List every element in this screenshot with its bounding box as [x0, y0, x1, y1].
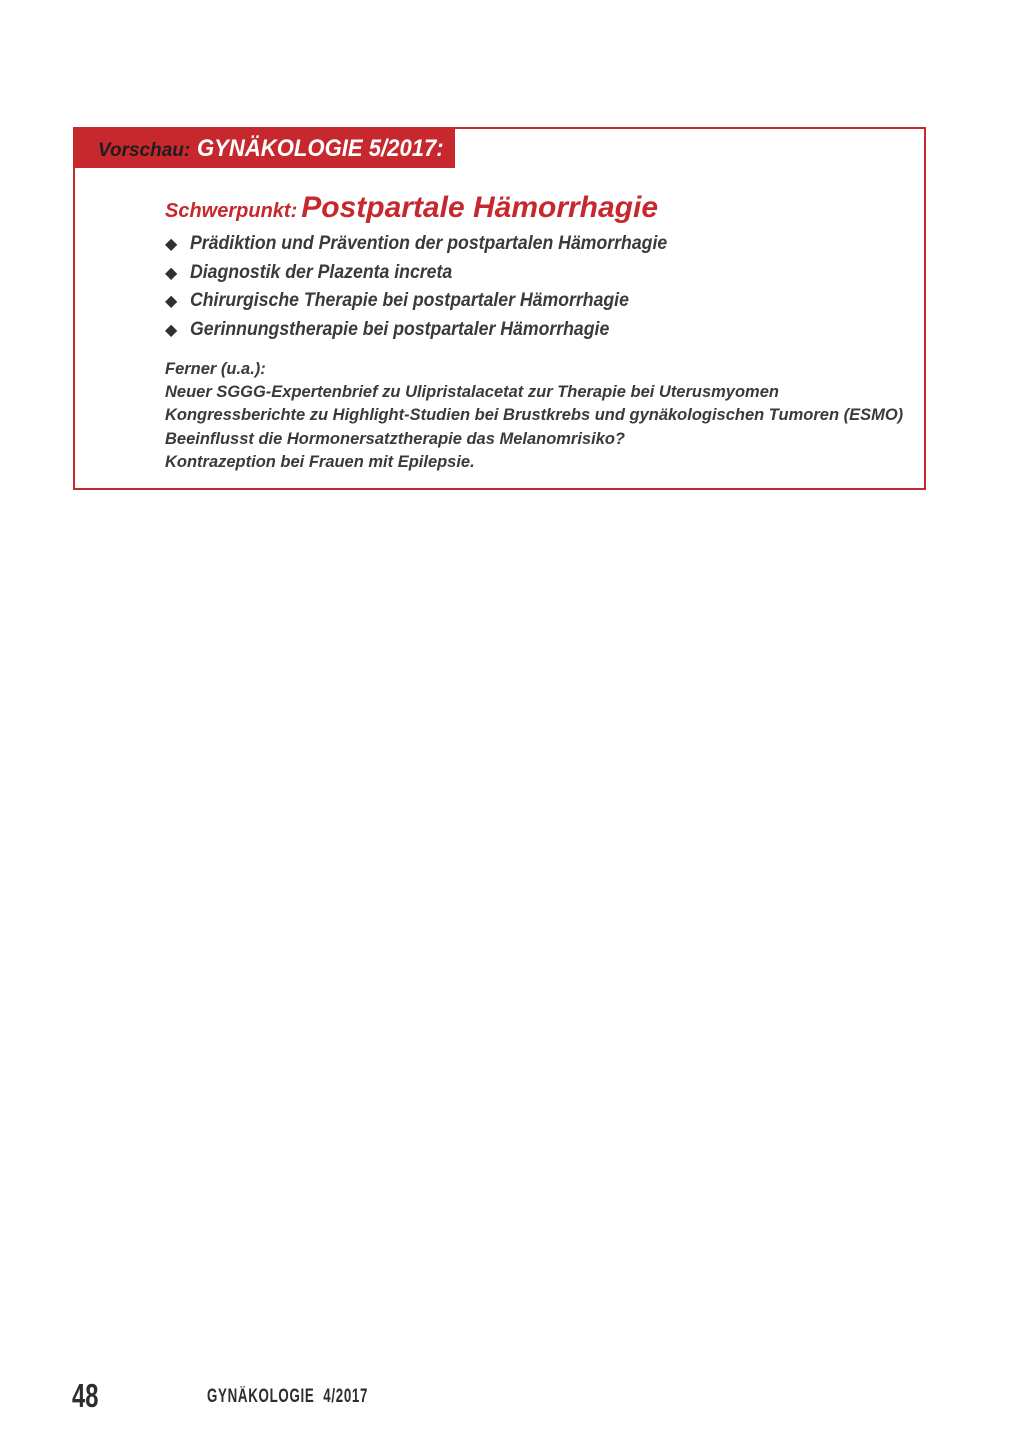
- topic-item: [165, 287, 904, 316]
- topic-item: [165, 259, 904, 288]
- further-label: Ferner (u.a.):: [165, 359, 266, 378]
- further-item: Beeinflusst die Hormonersatztherapie das Melanomrisiko?: [165, 428, 626, 448]
- topics-list: [165, 230, 904, 344]
- page-number: 48: [72, 1377, 99, 1414]
- further-item: Kontrazeption bei Frauen mit Epilepsie.: [165, 451, 475, 471]
- focus-heading: [165, 190, 904, 231]
- further-section: [165, 357, 904, 473]
- journal-footer: GYNÄKOLOGIE 4/2017: [207, 1386, 369, 1407]
- topic-item: [165, 230, 904, 259]
- diamond-bullet-icon: ◆: [165, 262, 178, 282]
- focus-label: Schwerpunkt:: [165, 200, 298, 222]
- further-item: Kongressberichte zu Highlight-Studien bei Brustkrebs und gynäkologischen Tumoren (ESMO): [165, 405, 904, 425]
- topic-text: Chirurgische Therapie bei postpartaler Hämorrhagie: [190, 290, 629, 311]
- diamond-bullet-icon: ◆: [165, 234, 178, 253]
- topic-item: [165, 316, 904, 345]
- focus-title: Postpartale Hämorrhagie: [301, 191, 659, 224]
- diamond-bullet-icon: ◆: [165, 319, 178, 339]
- further-item: Neuer SGGG-Expertenbrief zu Ulipristalacetat zur Therapie bei Uterusmyomen: [165, 382, 779, 402]
- preview-box: [73, 127, 926, 490]
- topic-text: Diagnostik der Plazenta increta: [190, 261, 453, 283]
- preview-banner-label: Vorschau:: [98, 140, 191, 161]
- preview-banner-title: GYNÄKOLOGIE 5/2017:: [197, 135, 444, 162]
- topic-text: Gerinnungstherapie bei postpartaler Hämorrhagie: [190, 318, 610, 340]
- topic-text: Prädiktion und Prävention der postpartalen Hämorrhagie: [190, 233, 668, 254]
- preview-content: [75, 129, 924, 473]
- diamond-bullet-icon: ◆: [165, 291, 178, 310]
